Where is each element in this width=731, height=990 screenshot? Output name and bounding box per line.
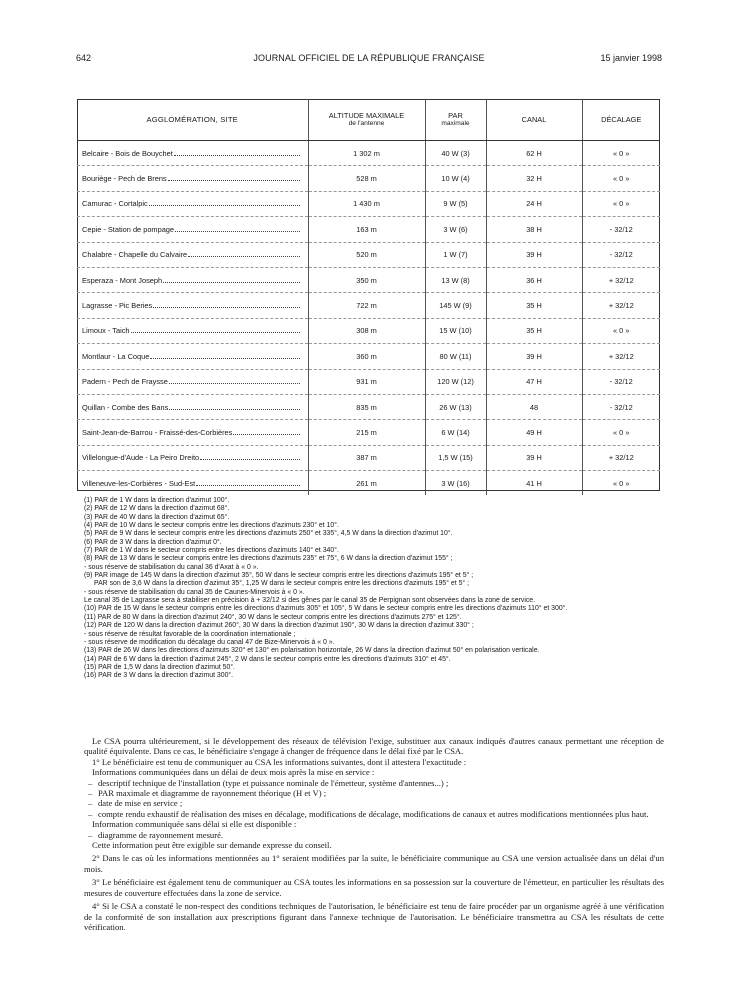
cell-site [77,141,308,166]
cell-decalage: « 0 » [582,166,660,191]
cell-altitude: 520 m [308,242,425,267]
cell-decalage: + 32/12 [582,293,660,318]
cell-altitude: 360 m [308,344,425,369]
cell-decalage: - 32/12 [582,394,660,419]
footnote: (1) PAR de 1 W dans la direction d'azimut 100°. [84,497,230,504]
body-paragraph: Informations communiquées dans un délai de deux mois après la mise en service : [92,767,375,778]
cell-decalage: - 32/12 [582,369,660,394]
journal-title: JOURNAL OFFICIEL DE LA RÉPUBLIQUE FRANÇAISE [253,53,485,63]
site-name: Villelongue-d'Aude - La Peiro Dreito [82,453,200,463]
cell-decalage: « 0 » [613,478,630,488]
cell-site [77,471,308,496]
cell-altitude: 215 m [308,420,425,445]
col-header-par-label: PAR [448,110,463,120]
cell-canal: 38 H [486,217,582,242]
cell-altitude: 528 m [308,166,425,191]
cell-decalage: « 0 » [582,318,660,343]
site-name: Camurac - Cortalpic [82,199,148,209]
cell-par: 26 W (13) [425,394,486,419]
table-row [77,471,660,496]
footnote: (8) PAR de 13 W dans le secteur compris entre les directions d'azimuts 235° et 75°, 6 W dans la direction d'azimut 155° ; [84,555,453,563]
footnote: (3) PAR de 40 W dans la direction d'azimut 65°. [84,513,230,521]
cell-decalage: + 32/12 [582,267,660,292]
footnote: (14) PAR de 6 W dans la direction d'azimut 245°, 2 W dans le secteur compris entre les directions d'azimuts 310° et 45°. [84,655,451,663]
table-row [77,420,660,445]
cell-canal: 32 H [486,166,582,191]
table-row [77,318,660,343]
footnote: (10) PAR de 15 W dans le secteur compris entre les directions d'azimuts 305° et 105°, 5 W dans le secteur compris entre les directions d'azimuts 110° et 300°. [84,605,568,613]
table-row [77,267,660,292]
cell-par: 9 W (5) [425,191,486,216]
cell-decalage: + 32/12 [582,445,660,470]
cell-canal: 35 H [486,318,582,343]
body-paragraph: Information communiquée sans délai si elle est disponible : [92,819,297,830]
site-name: Saint-Jean-de-Barrou - Fraissé-des-Corbières [82,427,233,437]
cell-site [77,344,308,369]
cell-decalage: « 0 » [582,191,660,216]
cell-altitude: 835 m [308,394,425,419]
cell-canal: 39 H [486,445,582,470]
cell-altitude: 1 302 m [308,141,425,166]
cell-altitude: 1 430 m [308,191,425,216]
cell-site [77,369,308,394]
frequency-table [77,99,660,495]
table-row [77,344,660,369]
cell-site [77,191,308,216]
issue-date: 15 janvier 1998 [600,53,662,63]
cell-canal: 47 H [486,369,582,394]
cell-par: 145 W (9) [425,293,486,318]
leader-dots [169,382,300,384]
body-paragraph: 4° Si le CSA a constaté le non-respect des conditions techniques de l'autorisation, le bénéficiaire est tenu de faire procéder par un organisme agréé à une vérification de la conformité de son installation aux prescriptions figurant dans l'annexe technique de l'autorisation. Le bénéficiaire transmettra au CSA les résultats de cette vérification. [84,901,664,932]
cell-par: 6 W (14) [425,420,486,445]
footnote: (9) PAR image de 145 W dans la direction d'azimut 35°, 50 W dans le secteur compris entre les directions d'azimuts 195° et 5° ; [84,572,474,580]
body-paragraph: Cette information peut être exigible sur demande expresse du conseil. [92,840,332,851]
leader-dots [153,306,300,308]
page-header [76,53,662,67]
site-name: Quillan - Combe des Bans [82,402,169,412]
cell-canal: 39 H [486,242,582,267]
site-name: Belcaire - Bois de Bouychet [82,148,173,158]
footnote: (6) PAR de 3 W dans la direction d'azimut 0°. [84,538,222,546]
cell-par: 80 W (11) [425,344,486,369]
footnotes [84,497,664,681]
table-header-row [77,99,660,141]
footnote: Le canal 35 de Lagrasse sera à stabiliser en précision à + 32/12 si des gênes par le canal 35 de Perpignan sont observées dans la zone de service. [84,597,536,605]
table-row [77,166,660,191]
footnote: (13) PAR de 26 W dans les directions d'azimuts 320° et 130° en polarisation horizontale, 26 W dans la direction d'azimut 50° en polarisation verticale. [84,647,540,655]
cell-canal: 36 H [486,267,582,292]
cell-par: 3 W (16) [425,471,486,496]
leader-dots [174,154,300,156]
footnote: - sous réserve de stabilisation du canal 36 d'Axat à « 0 ». [84,563,259,571]
footnote: (5) PAR de 9 W dans le secteur compris entre les directions d'azimuts 250° et 335°, 4,5 W dans la direction d'azimut 10°. [84,530,453,538]
cell-site [77,445,308,470]
cell-canal: 41 H [486,471,582,496]
site-name: Lagrasse - Pic Beries [82,301,153,311]
col-header-site: AGGLOMÉRATION, SITE [77,99,308,141]
body-paragraph: – PAR maximale et diagramme de rayonnement théorique (H et V) ; [84,788,664,798]
table-row [77,141,660,166]
site-name: Cepie - Station de pompage [82,224,175,234]
body-paragraph: – compte rendu exhaustif de réalisation des mises en décalage, modifications de décalage, modifications de canaux et autres modifications mentionnées plus haut. [84,809,664,819]
cell-canal: 48 [486,394,582,419]
cell-site [77,242,308,267]
table-row [77,191,660,216]
cell-altitude: 350 m [308,267,425,292]
cell-decalage: - 32/12 [582,242,660,267]
col-header-decalage: DÉCALAGE [582,99,660,141]
body-paragraph: 1° Le bénéficiaire est tenu de communiquer au CSA les informations suivantes, dont il attestera l'exactitude : [92,756,467,767]
leader-dots [175,230,300,232]
body-paragraph: 3° Le bénéficiaire est également tenu de communiquer au CSA toutes les informations en sa possession sur la couverture de l'émetteur, en particulier les résultats des mesures de couverture effectuées dans la zone de service. [84,877,664,898]
cell-site [77,293,308,318]
cell-decalage: « 0 » [582,420,660,445]
cell-site [77,318,308,343]
col-header-par [425,99,486,141]
cell-canal: 35 H [486,293,582,318]
table-row [77,242,660,267]
cell-decalage: « 0 » [582,141,660,166]
leader-dots [150,357,300,359]
cell-par: 10 W (4) [425,166,486,191]
cell-site [77,394,308,419]
cell-altitude: 308 m [308,318,425,343]
cell-par: 13 W (8) [425,267,486,292]
col-header-altitude-sub: de l'antenne [348,119,385,127]
col-header-altitude-label: ALTITUDE MAXIMALE [328,110,405,120]
cell-par: 120 W (12) [425,369,486,394]
leader-dots [233,433,300,435]
body-paragraph: – diagramme de rayonnement mesuré. [84,830,664,840]
site-name: Padern - Pech de Fraysse [82,377,168,387]
site-name: Villeneuve-les-Corbières - Sud-Est [82,478,196,488]
footnote: (2) PAR de 12 W dans la direction d'azimut 68°. [84,505,230,513]
col-header-canal: CANAL [486,99,582,141]
body-paragraph: 2° Dans le cas où les informations mentionnées au 1° seraient modifiées par la suite, le bénéficiaire communique au CSA une version actualisée dans un délai d'un mois. [84,853,664,874]
leader-dots [196,484,300,486]
body-paragraph: – date de mise en service ; [84,798,664,808]
cell-decalage: - 32/12 [582,217,660,242]
leader-dots [188,255,300,257]
footnote: - sous réserve de modification du décalage du canal 47 de Bize-Minervois à « 0 ». [84,638,335,646]
footnote: (15) PAR de 1,5 W dans la direction d'azimut 50°. [84,663,236,671]
cell-altitude: 931 m [308,369,425,394]
cell-site [77,420,308,445]
leader-dots [163,281,300,283]
site-name: Bouriège - Pech de Brens [82,174,167,184]
cell-par: 1 W (7) [425,242,486,267]
cell-par: 15 W (10) [425,318,486,343]
cell-canal: 49 H [486,420,582,445]
footnote: (11) PAR de 80 W dans la direction d'azimut 240°, 30 W dans le secteur compris entre les directions d'azimuts 275° et 125°. [84,613,462,621]
cell-par: 1,5 W (15) [425,445,486,470]
footnote: (4) PAR de 10 W dans le secteur compris entre les directions d'azimuts 230° et 10°. [84,522,339,530]
leader-dots [149,204,300,206]
cell-altitude: 261 m [308,471,425,496]
body-text [84,736,664,932]
leader-dots [200,458,300,460]
body-paragraph: – descriptif technique de l'installation (type et puissance nominale de l'émetteur, système d'antennes...) ; [84,778,664,788]
cell-decalage: + 32/12 [582,344,660,369]
footnote: (12) PAR de 120 W dans la direction d'azimut 260°, 30 W dans la direction d'azimut 190°, 30 W dans la direction d'azimut 330° ; [84,622,474,630]
cell-canal: 24 H [486,191,582,216]
col-header-altitude [308,99,425,141]
cell-site [77,166,308,191]
table-row [77,369,660,394]
footnote: - sous réserve de stabilisation du canal 35 de Caunes-Minervois à « 0 ». [84,588,305,596]
col-header-par-sub: maximale [441,119,470,127]
cell-altitude: 722 m [308,293,425,318]
table-row [77,394,660,419]
cell-canal: 39 H [486,344,582,369]
table-row [77,217,660,242]
leader-dots [169,408,300,410]
footnote: (16) PAR de 3 W dans la direction d'azimut 300°. [84,672,234,680]
footnote: (7) PAR de 1 W dans le secteur compris entre les directions d'azimuts 140° et 340°. [84,547,339,555]
site-name: Esperaza - Mont Joseph [82,275,163,285]
leader-dots [131,331,300,333]
site-name: Limoux - Taich [82,326,130,336]
table-body [77,141,660,496]
cell-site [77,267,308,292]
site-name: Chalabre - Chapelle du Calvaire [82,250,188,260]
cell-altitude: 163 m [308,217,425,242]
cell-par: 40 W (3) [425,141,486,166]
table-row [77,445,660,470]
cell-canal: 62 H [486,141,582,166]
cell-par: 3 W (6) [425,217,486,242]
cell-altitude: 387 m [308,445,425,470]
page-number: 642 [76,53,92,63]
footnote: - sous réserve de résultat favorable de la coordination internationale ; [84,630,296,638]
site-name: Montlaur - La Coque [82,351,150,361]
cell-site [77,217,308,242]
footnote: PAR son de 3,6 W dans la direction d'azimut 35°, 1,25 W dans le secteur compris entre les directions d'azimuts 195° et 5° ; [94,580,470,588]
table-row [77,293,660,318]
leader-dots [168,179,300,181]
body-paragraph: Le CSA pourra ultérieurement, si le développement des réseaux de télévision l'exige, substituer aux canaux indiqués d'autres canaux permettant une réception de qualité équivalente. Dans ce cas, le bénéficiaire s'engage à changer de fréquence dans le délai fixé par le CSA. [84,736,664,757]
